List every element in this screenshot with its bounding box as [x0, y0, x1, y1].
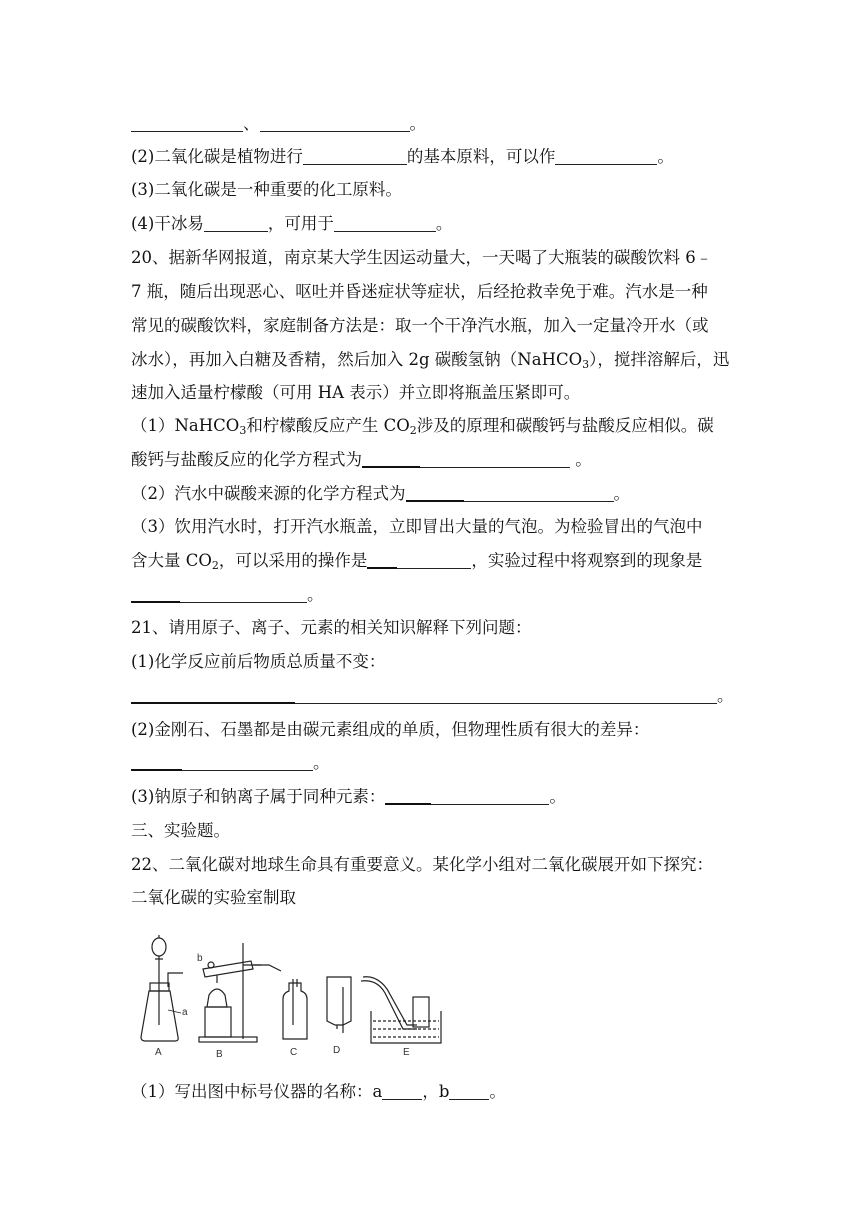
q21-intro: 21、请用原子、离子、元素的相关知识解释下列问题： — [131, 618, 532, 637]
q20-intro-line4: 冰水），再加入白糖及香精，然后加入 2g 碳酸氢钠（NaHCO$_3$），搅拌溶解后，迅 — [131, 350, 730, 371]
q22-p1: （1）写出图中标号仪器的名称：a ，b 。 — [131, 1082, 506, 1101]
q20-p3-line1: （3）饮用汽水时，打开汽水瓶盖，立即冒出大量的气泡。为检验冒出的气泡中 — [131, 517, 703, 536]
q20-intro-line2: 7 瓶，随后出现恶心、呕吐并昏迷症状等症状，后经抢救幸免于难。汽水是一种 — [131, 282, 708, 301]
q20-p3-line3: 。 — [131, 583, 728, 607]
answer-blank[interactable] — [131, 584, 307, 603]
svg-text:D: D — [333, 1045, 341, 1056]
q20-intro-line1: 20、据新华网报道，南京某大学生因运动量大，一天喝了大瓶装的碳酸饮料 6﹣ — [131, 248, 713, 267]
section-heading: 三、实验题。 — [131, 821, 230, 840]
q20-intro-line5: 速加入适量柠檬酸（可用 HA 表示）并立即将瓶盖压紧即可。 — [131, 383, 581, 402]
svg-text:A: A — [155, 1047, 162, 1058]
answer-blank[interactable] — [555, 146, 657, 165]
apparatus-b — [197, 943, 281, 1060]
answer-blank[interactable] — [449, 1081, 489, 1100]
apparatus-d — [327, 977, 351, 1056]
q20-p1-line2: 酸钙与盐酸反应的化学方程式为 。 — [131, 450, 592, 469]
svg-text:C: C — [290, 1047, 298, 1058]
answer-blank[interactable] — [303, 146, 407, 165]
separator: 、 — [243, 114, 260, 133]
apparatus-e — [361, 977, 441, 1058]
q20-p3-line2: 含大量 $CO_2$，可以采用的操作是 ，实验过程中将观察到的现象是 — [131, 551, 703, 572]
svg-text:B: B — [216, 1049, 223, 1060]
apparatus-c — [283, 979, 307, 1058]
answer-blank[interactable] — [385, 786, 549, 805]
answer-blank[interactable] — [260, 113, 410, 132]
q19-p3: (3)二氧化碳是一种重要的化工原料。 — [131, 180, 402, 199]
q21-p1: (1)化学反应前后物质总质量不变： — [131, 652, 386, 671]
q19-p2: (2)二氧化碳是植物进行 的基本原料，可以作 。 — [131, 147, 674, 166]
q21-p2: (2)金刚石、石墨都是由碳元素组成的单质，但物理性质有很大的差异： — [131, 720, 650, 739]
svg-text:b: b — [197, 953, 203, 964]
q21-p3: (3)钠原子和钠离子属于同种元素： 。 — [131, 787, 566, 806]
answer-blank[interactable] — [131, 113, 243, 132]
answer-blank[interactable] — [131, 685, 717, 704]
q20-p1-line1: （1）NaHCO$_3$和柠檬酸反应产生 $CO_2$涉及的原理和碳酸钙与盐酸反应相似。碳 — [131, 416, 714, 437]
answer-blank[interactable] — [406, 483, 614, 502]
answer-blank[interactable] — [367, 550, 471, 569]
answer-blank[interactable] — [334, 213, 436, 232]
q20-intro-line3: 常见的碳酸饮料，家庭制备方法是：取一个干净汽水瓶，加入一定量冷开水（或 — [131, 316, 709, 335]
answer-blank[interactable] — [382, 1081, 422, 1100]
answer-blank[interactable] — [362, 449, 570, 468]
apparatus-figure — [131, 925, 591, 1065]
apparatus-a — [141, 935, 188, 1058]
svg-text:E: E — [403, 1047, 410, 1058]
q20-p2: （2）汽水中碳酸来源的化学方程式为 。 — [131, 484, 630, 503]
q21-p2-answer: 。 — [131, 751, 728, 775]
q19-p1-blanks: 、 。 — [131, 112, 728, 136]
answer-blank[interactable] — [204, 213, 268, 232]
svg-text:a: a — [182, 1007, 188, 1018]
answer-blank[interactable] — [131, 752, 313, 771]
q19-p4: (4)干冰易 ，可用于 。 — [131, 214, 453, 233]
q22-intro: 22、二氧化碳对地球生命具有重要意义。某化学小组对二氧化碳展开如下探究： — [131, 855, 713, 874]
q21-p1-answer: 。 — [131, 684, 728, 708]
q22-subtitle: 二氧化碳的实验室制取 — [131, 888, 296, 907]
